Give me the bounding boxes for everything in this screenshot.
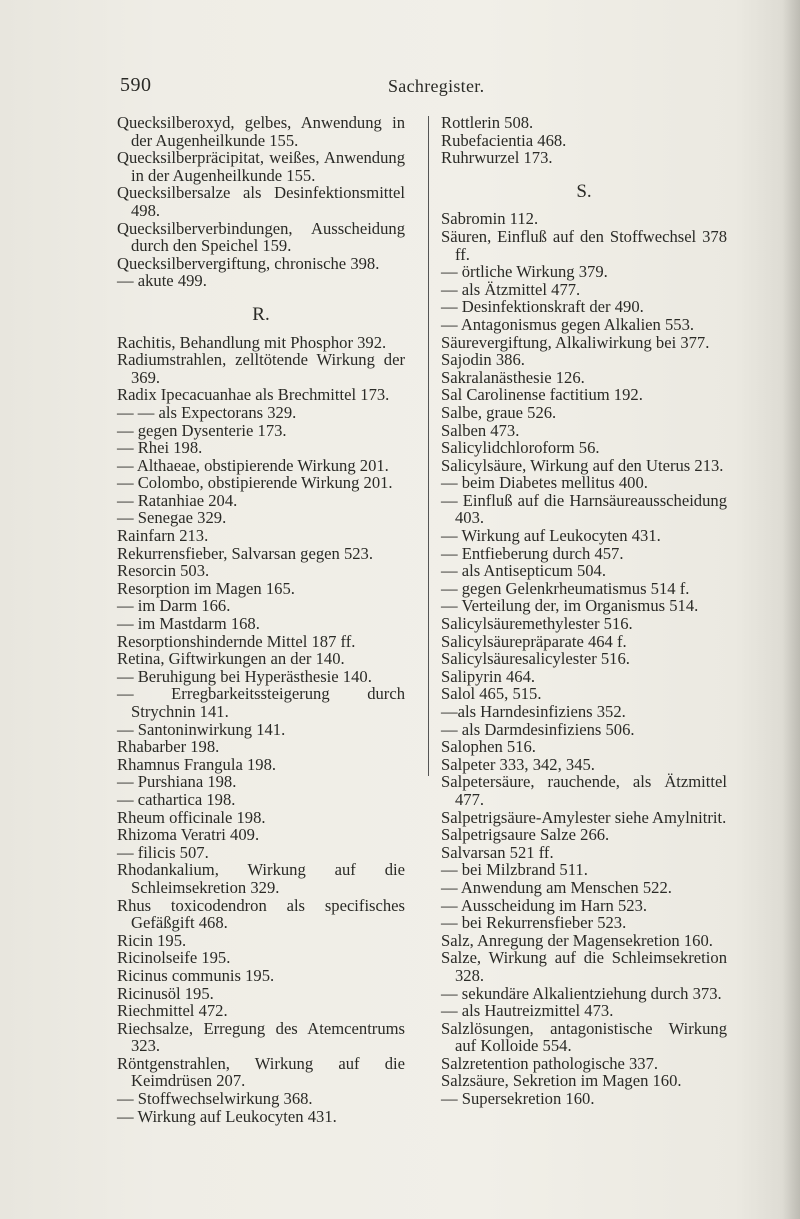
- index-entry: Sakralanästhesie 126.: [441, 367, 585, 387]
- index-entry: — Anwendung am Menschen 522.: [441, 877, 672, 897]
- index-entry: Ruhrwurzel 173.: [441, 148, 553, 168]
- index-entry: Sajodin 386.: [441, 350, 525, 370]
- index-entry: Rekurrensfieber, Salvarsan gegen 523.: [117, 543, 373, 563]
- index-entry: Sabromin 112.: [441, 209, 539, 229]
- index-entry: — Colombo, obstipierende Wirkung 201.: [117, 473, 393, 493]
- index-entry: Retina, Giftwirkungen an der 140.: [117, 649, 345, 669]
- index-entry: — Senegae 329.: [117, 508, 227, 528]
- index-entry: — gegen Dysenterie 173.: [117, 420, 287, 440]
- section-letter-s: S.: [576, 180, 592, 202]
- index-entry: Säuren, Einfluß auf den Stoffwechsel 378 ff.: [441, 226, 727, 264]
- index-entry: — Desinfektionskraft der 490.: [441, 297, 644, 317]
- entries-q: [117, 114, 405, 290]
- index-entry: Salipyrin 464.: [441, 666, 536, 686]
- index-entry: Ricin 195.: [117, 930, 187, 950]
- section-letter-r: R.: [252, 303, 270, 325]
- right-column: [441, 114, 727, 1108]
- index-entry: — gegen Gelenkrheumatismus 514 f.: [441, 578, 690, 598]
- index-entry: Resorption im Magen 165.: [117, 578, 295, 598]
- column-divider: [428, 116, 429, 776]
- index-entry: Rhodankalium, Wirkung auf die Schleimsekretion 329.: [117, 860, 405, 897]
- index-entry: — bei Milzbrand 511.: [441, 860, 588, 880]
- running-head: Sachregister.: [388, 76, 485, 96]
- left-column: [117, 114, 405, 1125]
- index-entry: Salben 473.: [441, 420, 520, 440]
- index-entry: — im Mastdarm 168.: [117, 614, 260, 634]
- index-entry: — — als Expectorans 329.: [117, 402, 297, 422]
- index-entry: Salicylsäuresalicylester 516.: [441, 649, 630, 669]
- index-entry: Salzsäure, Sekretion im Magen 160.: [441, 1071, 682, 1091]
- index-entry: Salol 465, 515.: [441, 684, 542, 704]
- index-entry: Rhizoma Veratri 409.: [117, 825, 260, 845]
- index-entry: — Beruhigung bei Hyperästhesie 140.: [117, 666, 372, 686]
- index-entry: — Ratanhiae 204.: [117, 490, 238, 510]
- index-entry: — als Hautreizmittel 473.: [441, 1001, 614, 1021]
- index-entry: Rheum officinale 198.: [117, 807, 266, 827]
- index-entry: Rhus toxicodendron als specifisches Gefäßgift 468.: [117, 895, 405, 933]
- index-entry: — Wirkung auf Leukocyten 431.: [117, 1106, 337, 1126]
- index-entry: Rubefacientia 468.: [441, 130, 567, 150]
- index-entry: — Verteilung der, im Organismus 514.: [441, 596, 699, 616]
- index-entry: — bei Rekurrensfieber 523.: [441, 913, 627, 933]
- index-entry: Salvarsan 521 ff.: [441, 842, 554, 862]
- index-entry: Ricinus communis 195.: [117, 965, 275, 985]
- index-entry: Salpetersäure, rauchende, als Ätzmittel 477.: [441, 772, 727, 809]
- index-entry: Riechsalze, Erregung des Atemcentrums 323.: [117, 1018, 405, 1056]
- page-number: 590: [120, 74, 152, 96]
- index-entry: Salpetrigsaure Salze 266.: [441, 825, 610, 845]
- index-entry: Salicylsäure, Wirkung auf den Uterus 213.: [441, 455, 724, 475]
- index-entry: — Supersekretion 160.: [441, 1089, 595, 1109]
- index-entry: Röntgenstrahlen, Wirkung auf die Keimdrüsen 207.: [117, 1053, 405, 1091]
- index-entry: Salpeter 333, 342, 345.: [441, 754, 595, 774]
- index-entry: — Einfluß auf die Harnsäureausscheidung 403.: [441, 490, 727, 528]
- index-entry: Sal Carolinense factitium 192.: [441, 385, 643, 405]
- index-entry: Salicylsäuremethylester 516.: [441, 614, 633, 634]
- index-entry: — Purshiana 198.: [117, 772, 237, 792]
- index-entry: — Stoffwechselwirkung 368.: [117, 1089, 313, 1109]
- index-entry: — Antagonismus gegen Alkalien 553.: [441, 314, 695, 334]
- index-entry: Salzlösungen, antagonistische Wirkung auf Kolloide 554.: [441, 1018, 727, 1056]
- entries-r-continued: [441, 114, 727, 167]
- index-entry: Salze, Wirkung auf die Schleimsekretion 328.: [441, 948, 727, 985]
- index-entry: Quecksilberpräcipitat, weißes, Anwendung in der Augenheilkunde 155.: [117, 148, 405, 185]
- index-entry: Riechmittel 472.: [117, 1001, 228, 1021]
- index-entry: Salz, Anregung der Magensekretion 160.: [441, 930, 713, 950]
- index-entry: Salicylidchloroform 56.: [441, 438, 600, 458]
- index-entry: — Ausscheidung im Harn 523.: [441, 895, 648, 915]
- index-entry: — örtliche Wirkung 379.: [441, 262, 608, 282]
- index-entry: — Althaeae, obstipierende Wirkung 201.: [117, 455, 389, 475]
- index-entry: Salbe, graue 526.: [441, 402, 557, 422]
- index-entry: Rhabarber 198.: [117, 737, 220, 757]
- index-entry: Rainfarn 213.: [117, 526, 209, 546]
- index-entry: — Erregbarkeitssteigerung durch Strychnin 141.: [117, 684, 405, 721]
- index-entry: — beim Diabetes mellitus 400.: [441, 473, 648, 493]
- index-entry: — als Ätzmittel 477.: [441, 279, 581, 299]
- index-entry: Quecksilbervergiftung, chronische 398.: [117, 253, 380, 273]
- index-entry: — im Darm 166.: [117, 596, 231, 616]
- index-entry: Ricinusöl 195.: [117, 983, 214, 1003]
- index-entry: Salzretention pathologische 337.: [441, 1053, 659, 1073]
- index-entry: — Rhei 198.: [117, 438, 203, 458]
- index-entry: Rottlerin 508.: [441, 113, 534, 132]
- index-entry: Salophen 516.: [441, 737, 536, 757]
- index-entry: — sekundäre Alkalientziehung durch 373.: [441, 983, 722, 1003]
- page-edge-shadow: [782, 0, 800, 1219]
- index-entry: — cathartica 198.: [117, 789, 236, 809]
- index-entry: Salpetrigsäure-Amylester siehe Amylnitrit.: [441, 807, 727, 827]
- index-entry: — als Darmdesinfiziens 506.: [441, 719, 635, 739]
- index-entry: Resorptionshindernde Mittel 187 ff.: [117, 631, 356, 651]
- index-entry: —als Harndesinfiziens 352.: [441, 702, 626, 721]
- index-entry: Quecksilbersalze als Desinfektionsmittel 498.: [117, 183, 405, 220]
- index-entry: Radix Ipecacuanhae als Brechmittel 173.: [117, 385, 390, 405]
- index-entry: Quecksilberoxyd, gelbes, Anwendung in der Augenheilkunde 155.: [117, 113, 405, 150]
- index-entry: Salicylsäurepräparate 464 f.: [441, 631, 627, 651]
- index-entry: Resorcin 503.: [117, 561, 210, 581]
- index-entry: Radiumstrahlen, zelltötende Wirkung der 369.: [117, 350, 405, 387]
- index-entry: — akute 499.: [117, 271, 207, 291]
- index-entry: Ricinolseife 195.: [117, 948, 231, 968]
- index-entry: — Wirkung auf Leukocyten 431.: [441, 526, 661, 546]
- index-entry: — Santoninwirkung 141.: [117, 719, 286, 739]
- page-header: [0, 74, 800, 104]
- entries-r: [117, 334, 405, 1126]
- index-entry: — als Antisepticum 504.: [441, 561, 607, 581]
- index-entry: Quecksilberverbindungen, Ausscheidung durch den Speichel 159.: [117, 218, 405, 256]
- index-entry: — Entfieberung durch 457.: [441, 543, 624, 563]
- entries-s: [441, 210, 727, 1107]
- index-entry: Rhamnus Frangula 198.: [117, 754, 277, 774]
- index-entry: — filicis 507.: [117, 842, 209, 862]
- index-entry: Säurevergiftung, Alkaliwirkung bei 377.: [441, 332, 710, 352]
- index-entry: Rachitis, Behandlung mit Phosphor 392.: [117, 332, 387, 352]
